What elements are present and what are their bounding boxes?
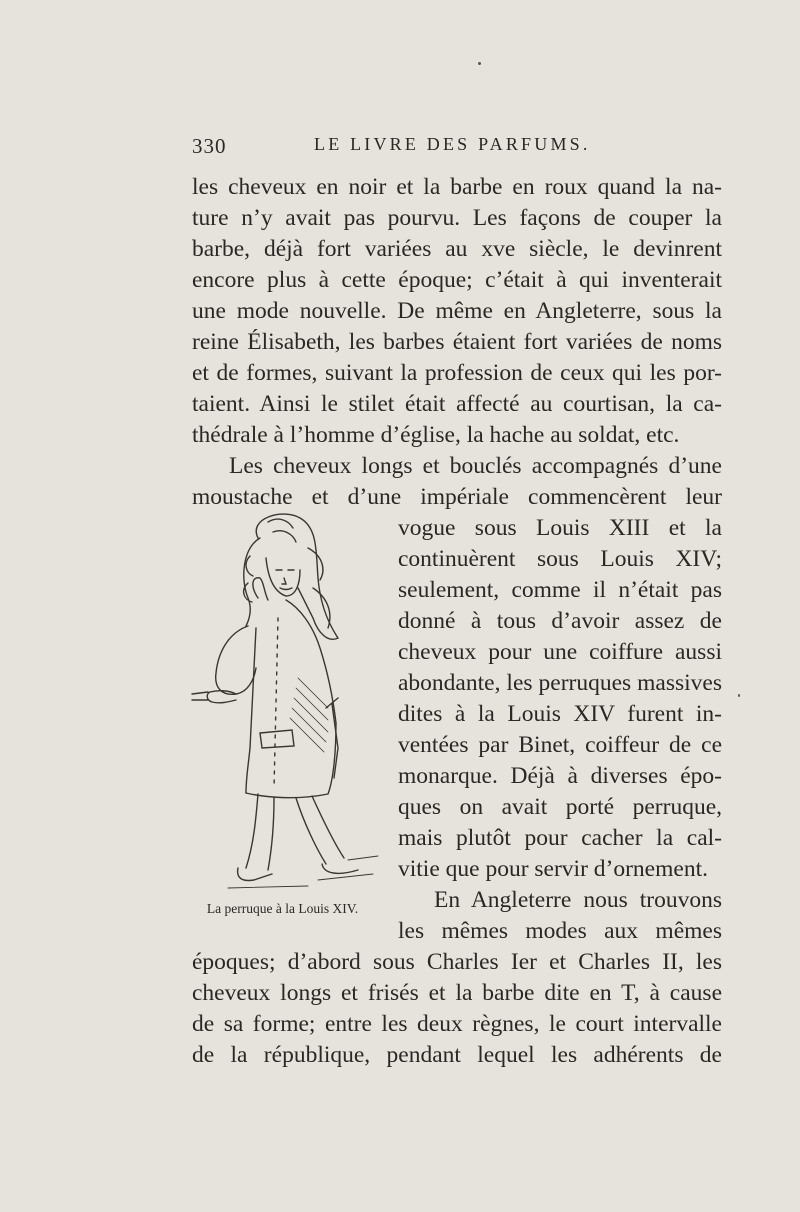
figure-caption: La perruque à la Louis XIV. xyxy=(206,901,359,916)
text-line: ventées par Binet, coiffeur de ce xyxy=(398,732,722,758)
text-line: Les cheveux longs et bouclés accompagnés d’une xyxy=(229,453,722,479)
text-line: ques on avait porté perruque, xyxy=(398,794,722,820)
text-line: En Angleterre nous trouvons xyxy=(434,887,722,913)
text-line: taient. Ainsi le stilet était affecté au courtisan, la ca- xyxy=(192,391,722,417)
text-line: les cheveux en noir et la barbe en roux quand la na- xyxy=(192,174,722,200)
text-line: donné à tous d’avoir assez de xyxy=(398,608,722,634)
text-line: vogue sous Louis XIII et la xyxy=(398,515,722,541)
text-line: seulement, comme il n’était pas xyxy=(398,577,722,603)
paper-speck xyxy=(478,62,481,65)
text-line: de la république, pendant lequel les adhérents de xyxy=(192,1042,722,1068)
text-line: époques; d’abord sous Charles Ier et Charles II, les xyxy=(192,949,722,975)
text-line: dites à la Louis XIV furent in- xyxy=(398,701,722,727)
text-line: une mode nouvelle. De même en Angleterre, sous la xyxy=(192,298,722,324)
page-header xyxy=(192,134,722,162)
text-line: mais plutôt pour cacher la cal- xyxy=(398,825,722,851)
text-line: abondante, les perruques massives xyxy=(398,670,722,696)
text-line: cheveux pour une coiffure aussi xyxy=(398,639,722,665)
text-line: moustache et d’une impériale commencèrent leur xyxy=(192,484,722,510)
text-line: de sa forme; entre les deux règnes, le court intervalle xyxy=(192,1011,722,1037)
text-line: vitie que pour servir d’ornement. xyxy=(398,856,708,882)
text-line: et de formes, suivant la profession de ceux qui les por- xyxy=(192,360,722,386)
louis-xiv-wig-illustration xyxy=(188,508,384,898)
page-number: 330 xyxy=(192,134,227,158)
running-title: LE LIVRE DES PARFUMS. xyxy=(314,134,591,154)
text-line: monarque. Déjà à diverses épo- xyxy=(398,763,722,789)
text-line: ture n’y avait pas pourvu. Les façons de couper la xyxy=(192,205,722,231)
text-line: thédrale à l’homme d’église, la hache au soldat, etc. xyxy=(192,422,680,448)
text-line: encore plus à cette époque; c’était à qui inventerait xyxy=(192,267,722,293)
text-line: reine Élisabeth, les barbes étaient fort variées de noms xyxy=(192,329,722,355)
text-line: continuèrent sous Louis XIV; xyxy=(398,546,722,572)
text-line: cheveux longs et frisés et la barbe dite en T, à cause xyxy=(192,980,722,1006)
text-line: les mêmes modes aux mêmes xyxy=(398,918,722,944)
text-line: barbe, déjà fort variées au xve siècle, le devinrent xyxy=(192,236,722,262)
paper-speck xyxy=(738,694,740,697)
